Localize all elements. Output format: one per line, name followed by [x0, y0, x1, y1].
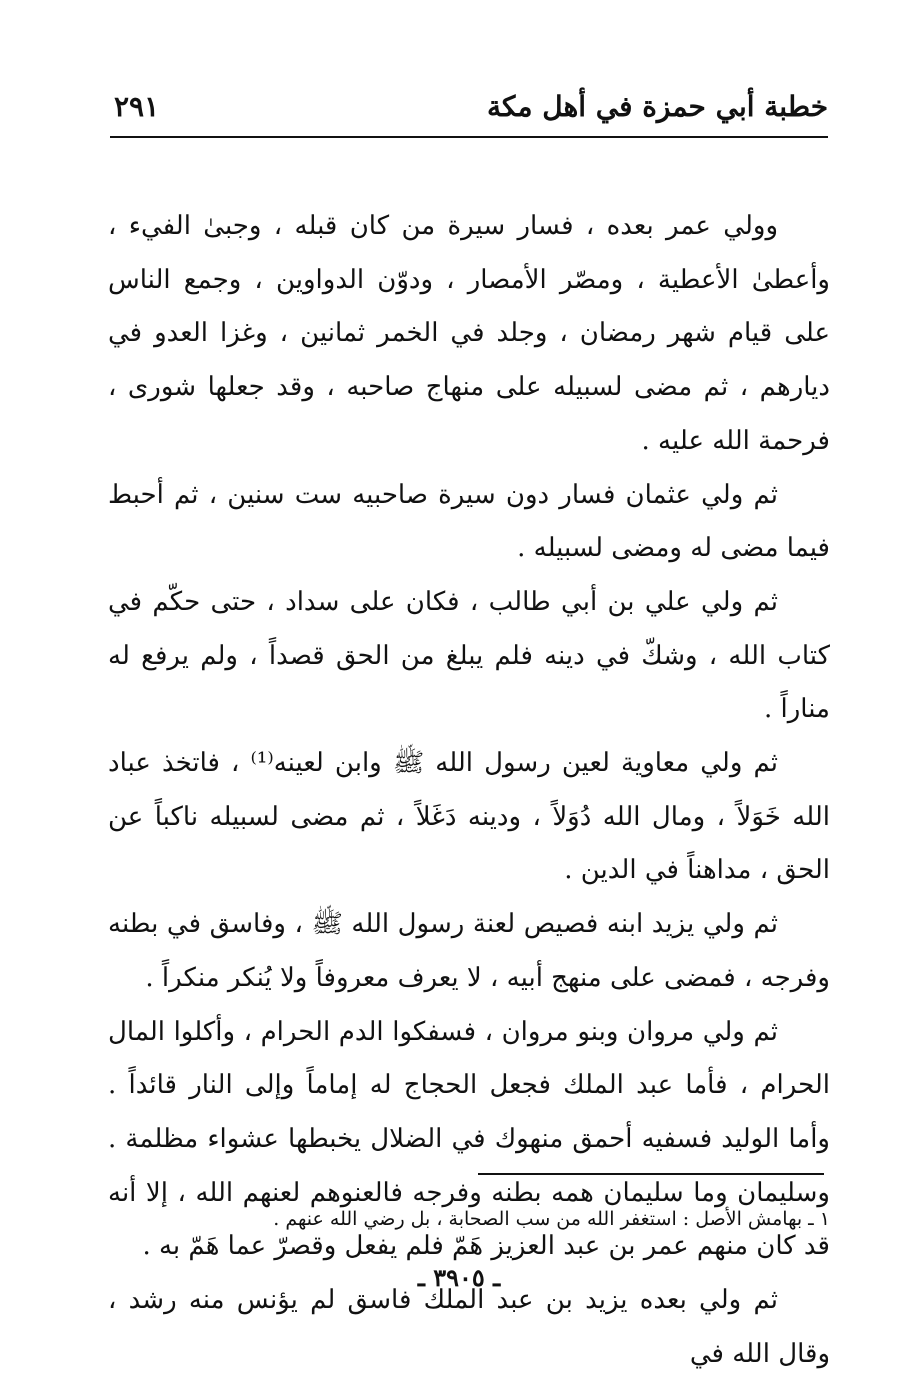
paragraph-marwan: ثم ولي مروان وبنو مروان ، فسفكوا الدم الحرام ، وأكلوا المال الحرام ، فأما عبد الملك فجعل الحجاج له إماماً وإلى النار قائداً . وأما الوليد فسفيه أحمق منهوك في الضلال يخبطها عشواء مظلمة . وسليمان وما سليمان همه بطنه وفرجه فالعنوهم لعنهم الله ، إلا أنه قد كان منهم عمر بن عبد العزيز هَمّ فلم يفعل وقصرّ عما هَمّ به . [108, 1016, 830, 1262]
running-header [110, 88, 828, 138]
paragraph-uthman: ثم ولي عثمان فسار دون سيرة صاحبيه ست سنين ، ثم أحبط فيما مضى له ومضى لسبيله . [108, 479, 830, 564]
paragraph-yazid-bin-abd-al-malik: ثم ولي بعده يزيد بن عبد الملك فاسق لم يؤنس منه رشد ، وقال الله في [108, 1285, 830, 1369]
paragraph-ali: ثم ولي علي بن أبي طالب ، فكان على سداد ، حتى حكّم في كتاب الله ، وشكّ في دينه فلم يبلغ من الحق قصداً ، ولم يرفع له مناراً . [108, 586, 830, 725]
paragraph-umar: وولي عمر بعده ، فسار سيرة من كان قبله ، وجبىٰ الفيء ، وأعطىٰ الأعطية ، ومصّر الأمصار ، ودوّن الدواوين ، وجمع الناس على قيام شهر رمضان ، وجلد في الخمر ثمانين ، وغزا العدو في ديارهم ، ثم مضى لسبيله على منهاج صاحبه ، وقد جعلها شورى ، فرحمة الله عليه . [108, 211, 830, 456]
footnote: ١ ـ بهامش الأصل : استغفر الله من سب الصحابة ، بل رضي الله عنهم . [273, 1208, 830, 1230]
running-title: خطبة أبي حمزة في أهل مكة [487, 90, 828, 123]
footnote-separator [478, 1173, 824, 1175]
folio-number: ـ ٣٩٠٥ ـ [417, 1263, 501, 1292]
page-number: ٢٩١ [114, 90, 160, 123]
paragraph-muawiya: ثم ولي معاوية لعين رسول الله ﷺ وابن لعينه⁽¹⁾ ، فاتخذ عباد الله خَوَلاً ، ومال الله دُوَلاً ، ودينه دَغَلاً ، ثم مضى لسبيله ناكباً عن الحق ، مداهناً في الدين . [108, 748, 830, 886]
main-text [108, 200, 830, 1381]
paragraph-yazid: ثم ولي يزيد ابنه فصيص لعنة رسول الله ﷺ ، وفاسق في بطنه وفرجه ، فمضى على منهج أبيه ، لا يعرف معروفاً ولا يُنكر منكراً . [108, 909, 830, 993]
